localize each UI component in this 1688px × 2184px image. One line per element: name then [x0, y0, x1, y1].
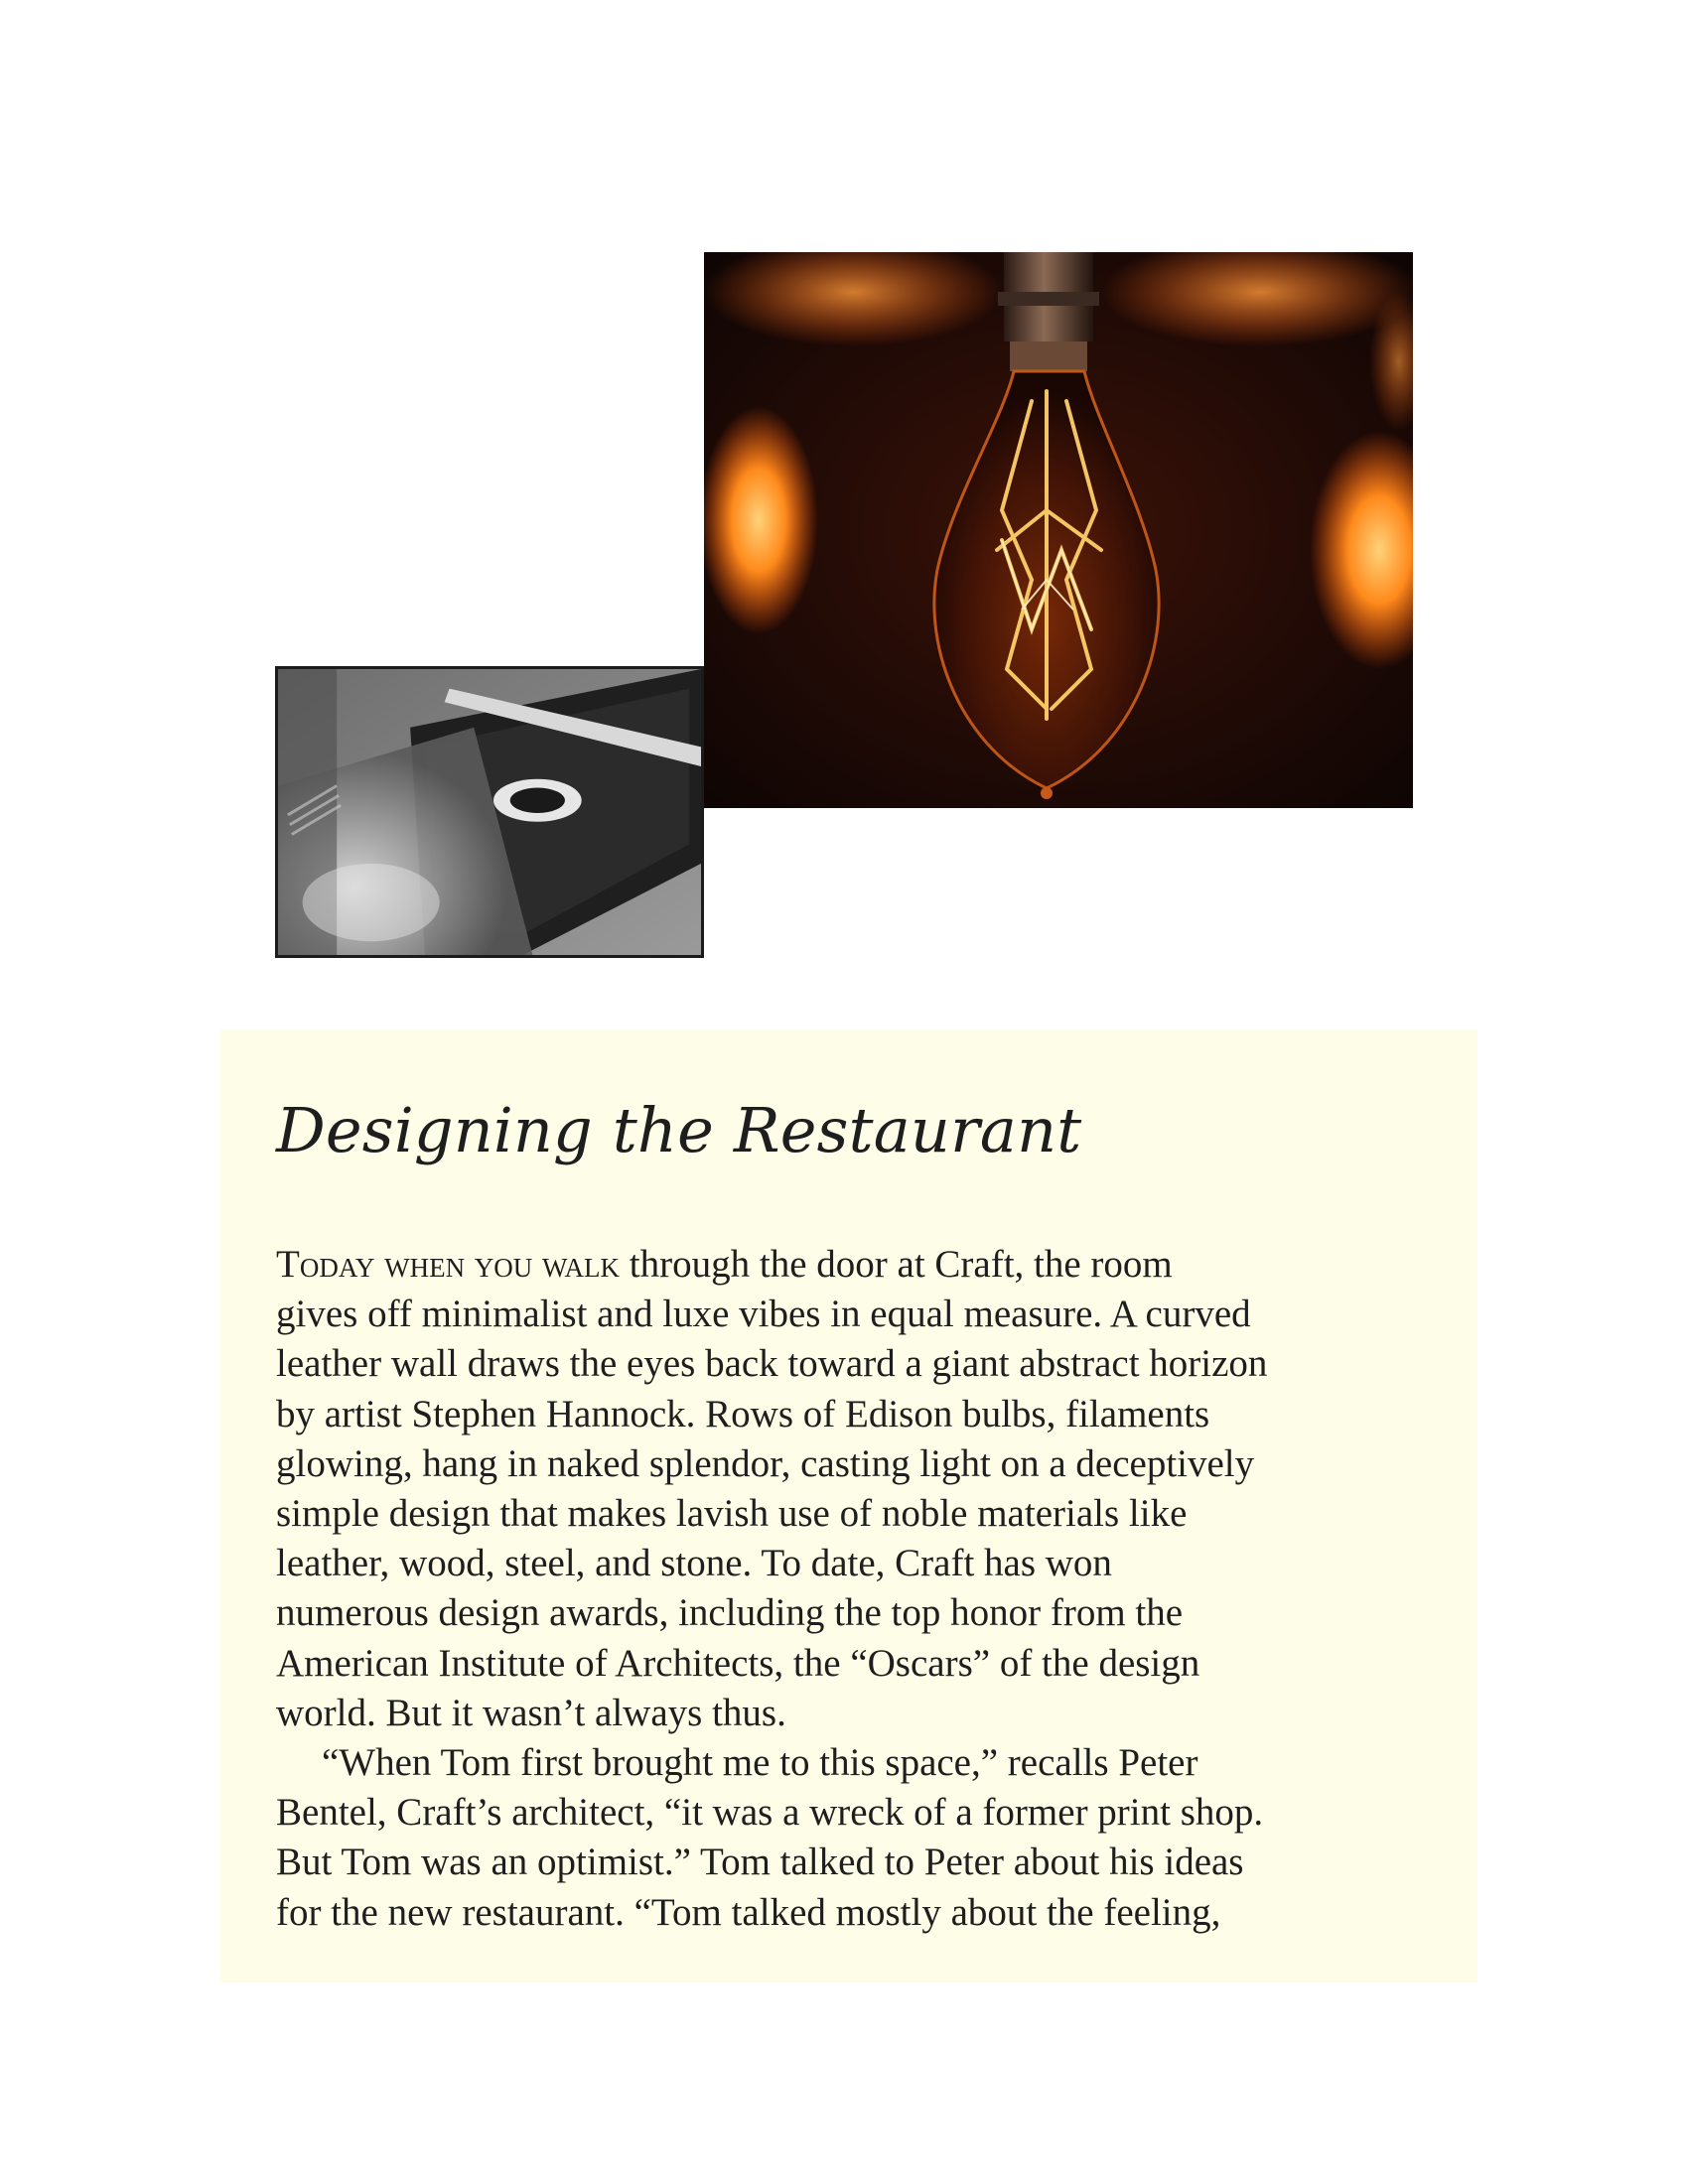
body-line-12: Bentel, Craft’s architect, “it was a wreck of a former print shop. [276, 1791, 1264, 1835]
article-body [276, 1240, 1428, 1938]
edison-bulb-image [704, 252, 1413, 808]
body-line-3: leather wall draws the eyes back toward a giant abstract horizon [276, 1342, 1268, 1386]
lead-in-smallcaps: Today when you walk [276, 1243, 621, 1286]
kitchen-sink-photo [275, 666, 704, 958]
body-line-4: by artist Stephen Hannock. Rows of Edison bulbs, filaments [276, 1392, 1210, 1435]
kitchen-sink-image [278, 669, 701, 955]
body-line-1 [276, 1240, 1428, 1290]
article-heading: Designing the Restaurant [276, 1094, 1082, 1166]
body-line-8: numerous design awards, including the top honor from the [276, 1591, 1184, 1635]
body-line-6: simple design that makes lavish use of noble materials like [276, 1492, 1188, 1536]
article-panel [220, 1029, 1477, 1982]
body-line-7: leather, wood, steel, and stone. To date, Craft has won [276, 1542, 1112, 1585]
body-line-13: But Tom was an optimist.” Tom talked to Peter about his ideas [276, 1841, 1244, 1884]
body-line-14: for the new restaurant. “Tom talked mostly about the feeling, [276, 1890, 1221, 1934]
body-line-10: world. But it wasn’t always thus. [276, 1691, 786, 1734]
edison-bulb-photo [704, 252, 1413, 808]
body-line-5: glowing, hang in naked splendor, casting light on a deceptively [276, 1441, 1255, 1485]
body-line-9: American Institute of Architects, the “Oscars” of the design [276, 1641, 1200, 1685]
body-line-11: “When Tom first brought me to this space,” recalls Peter [322, 1741, 1198, 1785]
body-line-1-text: through the door at Craft, the room [620, 1243, 1173, 1286]
body-line-2: gives off minimalist and luxe vibes in equal measure. A curved [276, 1293, 1251, 1336]
